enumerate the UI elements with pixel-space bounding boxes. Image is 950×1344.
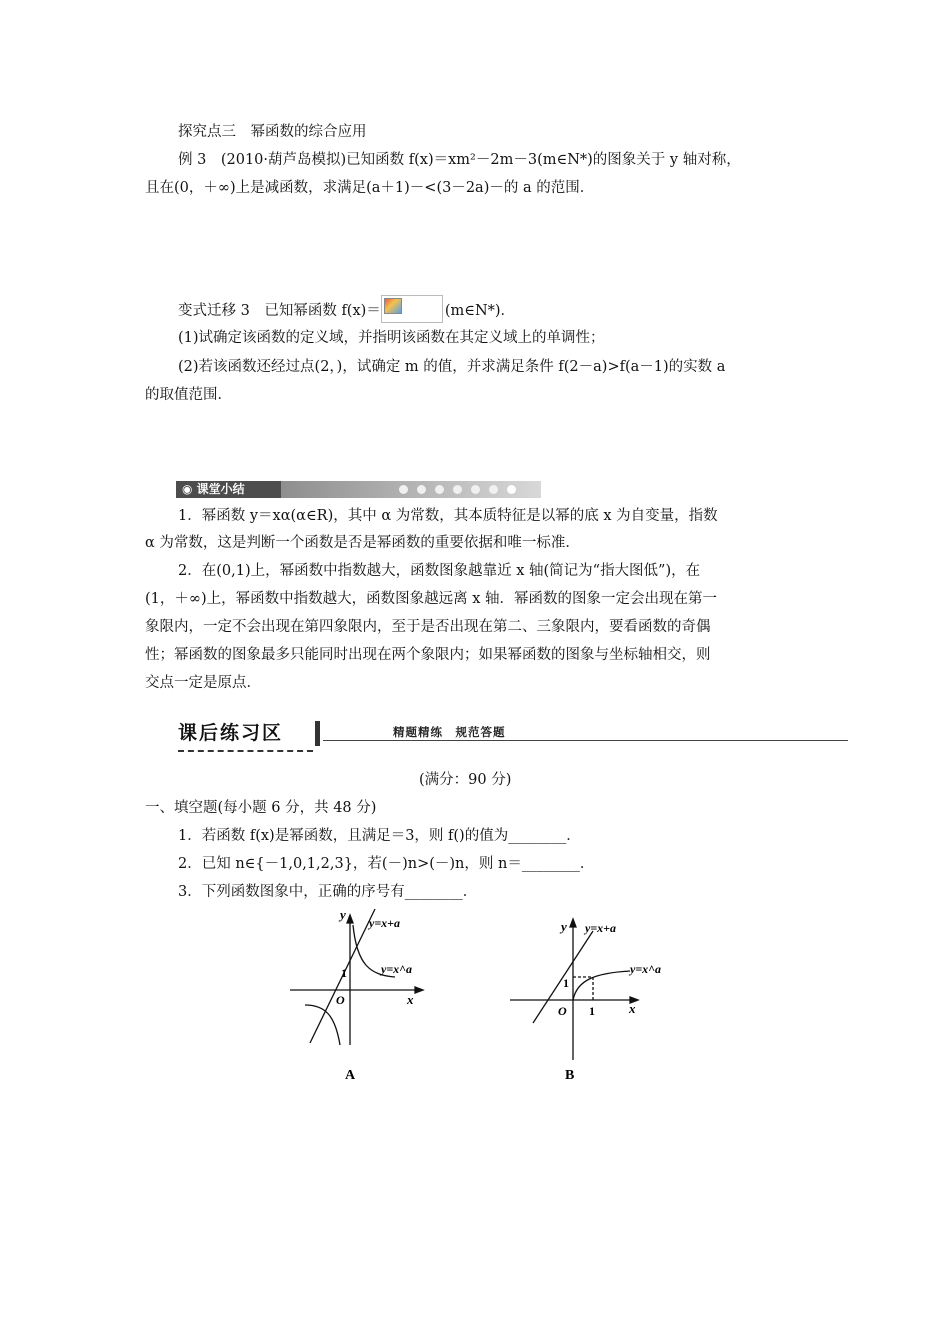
graph-b-curve [573,971,630,1000]
band-divider [315,721,320,746]
practice-band-subtitle: 精题精练 规范答题 [393,725,506,739]
question-2: 2．已知 n∈{－1,0,1,2,3}，若(－)n>(－)n，则 n＝________． [178,856,595,872]
section-heading: 探究点三 幂函数的综合应用 [178,124,367,140]
practice-band-title: 课后练习区 [178,718,313,748]
summary-p1-line-2: α 为常数，这是判断一个函数是否是幂函数的重要依据和唯一标准． [145,535,580,551]
part-1-heading: 一、填空题(每小题 6 分，共 48 分) [145,800,377,816]
graph-b-y-arrow [570,919,576,927]
summary-p1-line-1: 1．幂函数 y＝xα(α∈R)，其中 α 为常数，其本质特征是以幂的底 x 为自变量，指数 [178,508,718,524]
summary-header-bar [176,481,541,498]
graph-b-line-label: y=x+a [585,921,617,935]
variant-3-suffix: (m∈N*)． [444,303,516,319]
graph-a-x-label: x [407,992,414,1007]
graph-a-y-arrow [347,915,353,923]
summary-bar-decoration [281,481,541,498]
graph-a-y-label: y [340,907,346,922]
summary-p2-line-4: 性；幂函数的图象最多只能同时出现在两个象限内；如果幂函数的图象与坐标轴相交，则 [145,647,711,663]
graph-b-curve-label: y=x^a [630,962,662,976]
graph-a-origin: O [336,993,345,1007]
example-3-line-2: 且在(0，＋∞)上是减函数，求满足(a＋1)－<(3－2a)－的 a 的范围． [145,180,595,196]
graph-b-origin: O [558,1004,567,1018]
summary-p2-line-2: (1，＋∞)上，幂函数中指数越大，函数图象越远离 x 轴．幂函数的图象一定会出现在第一 [145,591,718,607]
graph-a-one: 1 [341,966,347,980]
graph-a-curve-label [379,962,412,976]
question-1: 1．若函数 f(x)是幂函数，且满足＝3，则 f()的值为________． [178,828,581,844]
question-3: 3．下列函数图象中，正确的序号有________． [178,884,478,900]
graph-a [285,905,435,1085]
graph-b-one-y: 1 [563,976,569,990]
graph-a-curve-label-text: y=x^a [381,962,413,976]
summary-label: ◉ 课堂小结 [176,481,281,498]
variant-3-prefix: 变式迁移 3 已知幂函数 f(x)＝ [178,303,381,319]
graph-b-x-label: x [629,1001,636,1016]
summary-p2-line-1: 2．在(0,1)上，幂函数中指数越大，函数图象越靠近 x 轴(简记为“指大图低”)，在 [178,563,701,579]
graph-b-y-label: y [561,919,567,934]
practice-band [178,718,848,752]
summary-p2-line-3: 象限内，一定不会出现在第四象限内，至于是否出现在第二、三象限内，要看函数的奇偶 [145,619,711,635]
graph-a-x-arrow [415,987,423,993]
graph-b-one-x: 1 [589,1004,595,1018]
variant-3-q1: (1)试确定该函数的定义域，并指明该函数在其定义域上的单调性； [178,330,605,346]
variant-3-statement [178,295,515,323]
variant-3-q2-line-2: 的取值范围． [145,387,232,403]
variant-3-q2-line-1: (2)若该函数还经过点(2，)，试确定 m 的值，并求满足条件 f(2－a)>f(a－1)的实数 a [178,359,726,375]
example-3-line-1: 例 3 (2010·葫芦岛模拟)已知函数 f(x)＝xm²－2m－3(m∈N*)的图象关于 y 轴对称， [178,152,741,168]
graph-b-caption: B [565,1068,575,1083]
graph-b [505,905,680,1085]
band-rule [323,740,848,741]
full-score: (满分：90 分) [419,772,512,788]
summary-p2-line-5: 交点一定是原点． [145,675,261,691]
graph-a-curve-left [305,1005,340,1045]
graph-a-caption: A [345,1068,356,1083]
graph-a-line-label: y=x+a [369,916,401,930]
broken-image-icon [381,295,443,323]
